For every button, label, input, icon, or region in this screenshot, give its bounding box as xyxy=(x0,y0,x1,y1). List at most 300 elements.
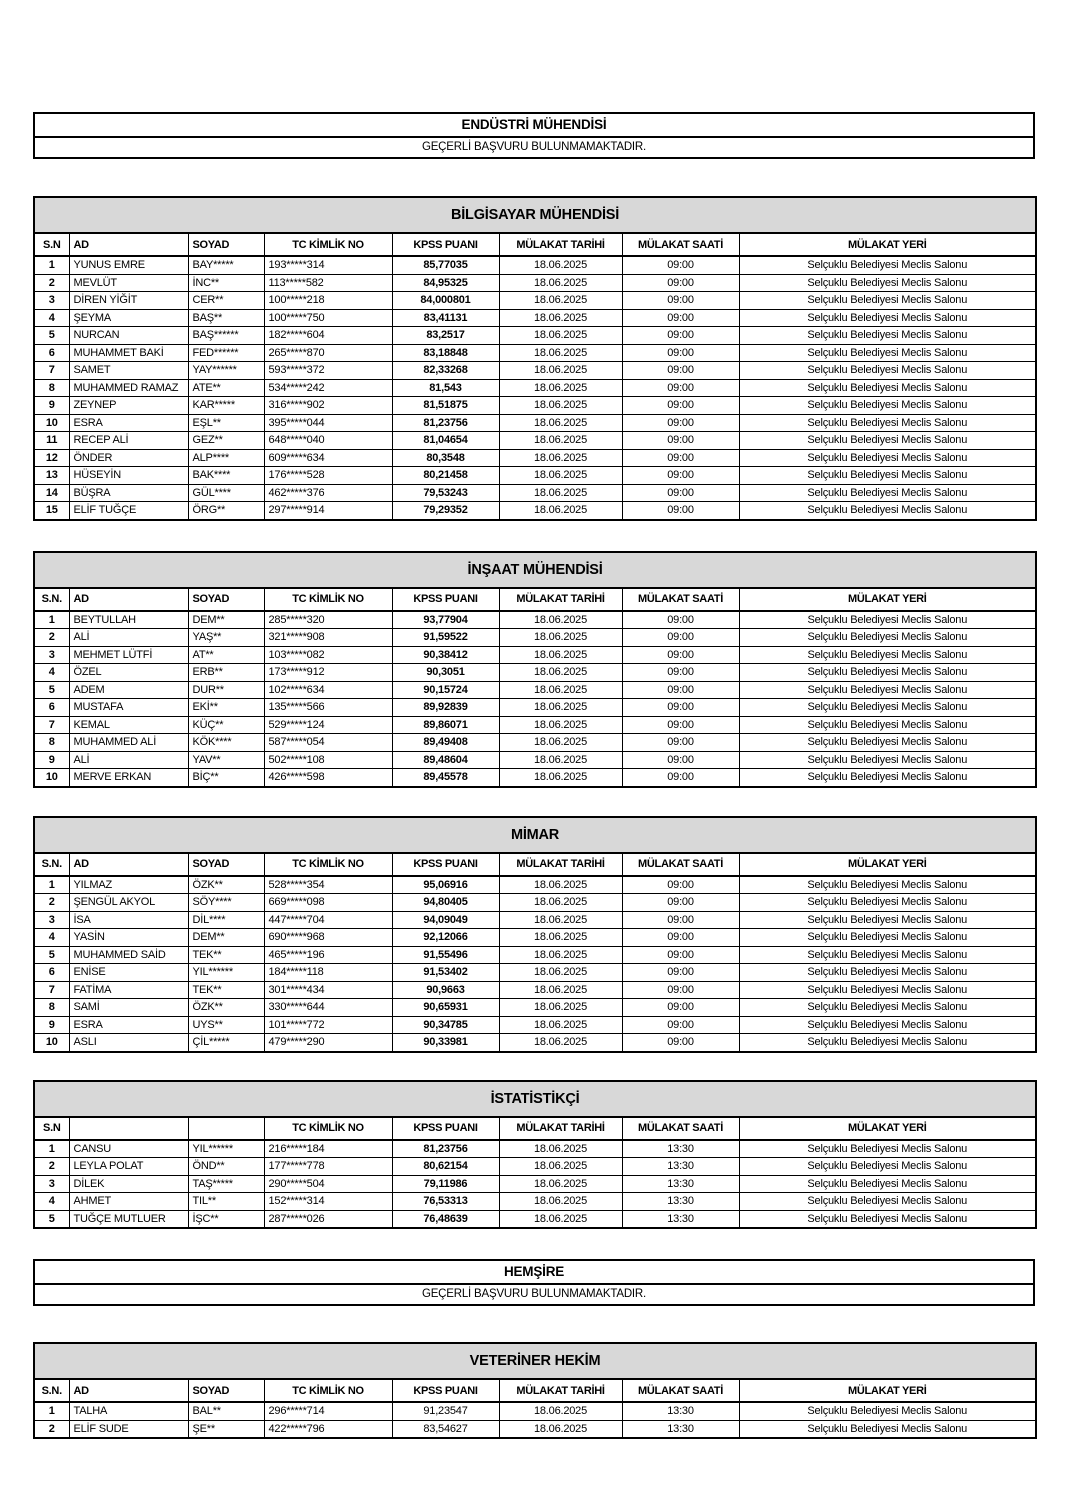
table-cell: 285*****320 xyxy=(264,611,392,629)
table-cell: 82,33268 xyxy=(392,362,499,380)
table-cell: 90,34785 xyxy=(392,1016,499,1034)
table-cell: MUSTAFA xyxy=(69,699,188,717)
table-cell: 80,21458 xyxy=(392,467,499,485)
column-header: MÜLAKAT TARİHİ xyxy=(499,233,622,256)
table-cell: ALİ xyxy=(69,751,188,769)
table-cell: Selçuklu Belediyesi Meclis Salonu xyxy=(739,681,1036,699)
table-row xyxy=(34,1016,1036,1034)
table-cell: 09:00 xyxy=(622,751,739,769)
table-cell: 09:00 xyxy=(622,876,739,894)
table-cell: 85,77035 xyxy=(392,256,499,274)
table-cell: 18.06.2025 xyxy=(499,664,622,682)
column-header: AD xyxy=(69,1379,188,1402)
table-cell: 18.06.2025 xyxy=(499,1140,622,1158)
table-cell: İŞC** xyxy=(188,1210,264,1228)
table-cell: 18.06.2025 xyxy=(499,716,622,734)
section-mimar xyxy=(33,816,1035,1053)
table-cell: 92,12066 xyxy=(392,929,499,947)
table-cell: 113*****582 xyxy=(264,274,392,292)
table-cell: 95,06916 xyxy=(392,876,499,894)
table-cell: BAL** xyxy=(188,1402,264,1420)
table-cell: ÖZK** xyxy=(188,999,264,1017)
table-title-row xyxy=(34,1343,1036,1379)
table-cell: 177*****778 xyxy=(264,1158,392,1176)
table-cell: Selçuklu Belediyesi Meclis Salonu xyxy=(739,1140,1036,1158)
table-cell: 12 xyxy=(34,449,69,467)
header-row xyxy=(34,1379,1036,1402)
table-cell: Selçuklu Belediyesi Meclis Salonu xyxy=(739,274,1036,292)
table-cell: 301*****434 xyxy=(264,981,392,999)
table-cell: Selçuklu Belediyesi Meclis Salonu xyxy=(739,1402,1036,1420)
table-cell: 321*****908 xyxy=(264,629,392,647)
table-cell: 90,9663 xyxy=(392,981,499,999)
table-cell: Selçuklu Belediyesi Meclis Salonu xyxy=(739,414,1036,432)
table-cell: 184*****118 xyxy=(264,964,392,982)
table-cell: 6 xyxy=(34,964,69,982)
table-row xyxy=(34,432,1036,450)
header-row xyxy=(34,588,1036,611)
table-cell: Selçuklu Belediyesi Meclis Salonu xyxy=(739,894,1036,912)
table-cell: 330*****644 xyxy=(264,999,392,1017)
table-cell: 18.06.2025 xyxy=(499,397,622,415)
table-cell: 479*****290 xyxy=(264,1034,392,1052)
table-cell: 09:00 xyxy=(622,274,739,292)
column-header: SOYAD xyxy=(188,588,264,611)
table-row xyxy=(34,681,1036,699)
table-cell: 18.06.2025 xyxy=(499,1158,622,1176)
column-header: MÜLAKAT YERİ xyxy=(739,1117,1036,1140)
table-cell: GÜL**** xyxy=(188,484,264,502)
table-title-row xyxy=(34,197,1036,233)
table-cell: KEMAL xyxy=(69,716,188,734)
table-cell: 1 xyxy=(34,1402,69,1420)
table-cell: 6 xyxy=(34,699,69,717)
table-cell: 79,29352 xyxy=(392,502,499,520)
table-cell: 2 xyxy=(34,629,69,647)
table-cell: 534*****242 xyxy=(264,379,392,397)
table-cell: 18.06.2025 xyxy=(499,734,622,752)
table-cell: SÖY**** xyxy=(188,894,264,912)
table-body xyxy=(34,611,1036,787)
table-cell: 09:00 xyxy=(622,629,739,647)
mimar-table xyxy=(33,816,1037,1053)
table-cell: 3 xyxy=(34,292,69,310)
table-cell: 18.06.2025 xyxy=(499,769,622,787)
table-cell: 09:00 xyxy=(622,911,739,929)
table-cell: ASLI xyxy=(69,1034,188,1052)
table-cell: 100*****750 xyxy=(264,309,392,327)
table-cell: Selçuklu Belediyesi Meclis Salonu xyxy=(739,999,1036,1017)
table-title: MİMAR xyxy=(34,817,1036,853)
table-cell: 13:30 xyxy=(622,1175,739,1193)
table-cell: 18.06.2025 xyxy=(499,309,622,327)
notice-title: ENDÜSTRİ MÜHENDİSİ xyxy=(35,114,1033,138)
table-cell: Selçuklu Belediyesi Meclis Salonu xyxy=(739,629,1036,647)
table-cell: DUR** xyxy=(188,681,264,699)
table-cell: 18.06.2025 xyxy=(499,1034,622,1052)
table-cell: ERB** xyxy=(188,664,264,682)
table-cell: 13:30 xyxy=(622,1140,739,1158)
column-header: MÜLAKAT TARİHİ xyxy=(499,588,622,611)
column-header: TC KİMLİK NO xyxy=(264,1117,392,1140)
table-cell: 462*****376 xyxy=(264,484,392,502)
table-cell: Selçuklu Belediyesi Meclis Salonu xyxy=(739,964,1036,982)
table-cell: 94,09049 xyxy=(392,911,499,929)
table-cell: 135*****566 xyxy=(264,699,392,717)
table-cell: TALHA xyxy=(69,1402,188,1420)
table-cell: ALP**** xyxy=(188,449,264,467)
table-cell: MEHMET LÜTFİ xyxy=(69,646,188,664)
table-cell: İNC** xyxy=(188,274,264,292)
table-cell: 91,53402 xyxy=(392,964,499,982)
table-cell: Selçuklu Belediyesi Meclis Salonu xyxy=(739,911,1036,929)
table-cell: 18.06.2025 xyxy=(499,1402,622,1420)
table-cell: ŞENGÜL AKYOL xyxy=(69,894,188,912)
table-row xyxy=(34,379,1036,397)
table-row xyxy=(34,1193,1036,1211)
table-cell: Selçuklu Belediyesi Meclis Salonu xyxy=(739,1158,1036,1176)
table-row xyxy=(34,362,1036,380)
table-row xyxy=(34,484,1036,502)
column-header: MÜLAKAT YERİ xyxy=(739,233,1036,256)
table-cell: 8 xyxy=(34,734,69,752)
table-cell: 09:00 xyxy=(622,929,739,947)
table-cell: Selçuklu Belediyesi Meclis Salonu xyxy=(739,256,1036,274)
table-cell: YUNUS EMRE xyxy=(69,256,188,274)
table-cell: 4 xyxy=(34,664,69,682)
table-cell: 290*****504 xyxy=(264,1175,392,1193)
table-cell: Selçuklu Belediyesi Meclis Salonu xyxy=(739,362,1036,380)
table-cell: 5 xyxy=(34,681,69,699)
table-row xyxy=(34,309,1036,327)
table-cell: CER** xyxy=(188,292,264,310)
table-cell: Selçuklu Belediyesi Meclis Salonu xyxy=(739,1193,1036,1211)
table-cell: UYS** xyxy=(188,1016,264,1034)
table-cell: ÇİL***** xyxy=(188,1034,264,1052)
table-cell: 528*****354 xyxy=(264,876,392,894)
table-cell: SAMET xyxy=(69,362,188,380)
table-cell: DİL**** xyxy=(188,911,264,929)
table-cell: 83,18848 xyxy=(392,344,499,362)
column-header: AD xyxy=(69,233,188,256)
table-row xyxy=(34,946,1036,964)
column-header: KPSS PUANI xyxy=(392,233,499,256)
table-cell: 89,45578 xyxy=(392,769,499,787)
table-row xyxy=(34,646,1036,664)
table-row xyxy=(34,629,1036,647)
table-cell: 76,53313 xyxy=(392,1193,499,1211)
table-cell: DİLEK xyxy=(69,1175,188,1193)
table-cell: BAK**** xyxy=(188,467,264,485)
table-row xyxy=(34,964,1036,982)
table-cell: 09:00 xyxy=(622,981,739,999)
header-row xyxy=(34,853,1036,876)
table-cell: Selçuklu Belediyesi Meclis Salonu xyxy=(739,981,1036,999)
table-cell: 09:00 xyxy=(622,734,739,752)
table-cell: Selçuklu Belediyesi Meclis Salonu xyxy=(739,716,1036,734)
table-cell: Selçuklu Belediyesi Meclis Salonu xyxy=(739,1175,1036,1193)
table-cell: ŞE** xyxy=(188,1420,264,1438)
table-cell: 15 xyxy=(34,502,69,520)
table-cell: Selçuklu Belediyesi Meclis Salonu xyxy=(739,502,1036,520)
table-row xyxy=(34,502,1036,520)
column-header: MÜLAKAT SAATİ xyxy=(622,853,739,876)
table-cell: SAMİ xyxy=(69,999,188,1017)
table-cell: YASİN xyxy=(69,929,188,947)
table-cell: Selçuklu Belediyesi Meclis Salonu xyxy=(739,344,1036,362)
table-cell: ÖRG** xyxy=(188,502,264,520)
table-cell: Selçuklu Belediyesi Meclis Salonu xyxy=(739,1210,1036,1228)
table-row xyxy=(34,769,1036,787)
table-cell: 18.06.2025 xyxy=(499,699,622,717)
table-cell: MERVE ERKAN xyxy=(69,769,188,787)
column-header: MÜLAKAT SAATİ xyxy=(622,1379,739,1402)
column-header: AD xyxy=(69,853,188,876)
table-cell: YAŞ** xyxy=(188,629,264,647)
column-header: TC KİMLİK NO xyxy=(264,853,392,876)
table-cell: 89,92839 xyxy=(392,699,499,717)
table-cell: 09:00 xyxy=(622,327,739,345)
table-cell: BEYTULLAH xyxy=(69,611,188,629)
table-row xyxy=(34,716,1036,734)
table-cell: BAŞ****** xyxy=(188,327,264,345)
table-cell: 7 xyxy=(34,362,69,380)
column-header: S.N. xyxy=(34,1379,69,1402)
table-cell: DEM** xyxy=(188,929,264,947)
column-header: MÜLAKAT SAATİ xyxy=(622,233,739,256)
table-cell: 587*****054 xyxy=(264,734,392,752)
table-cell: 09:00 xyxy=(622,716,739,734)
table-cell: 10 xyxy=(34,769,69,787)
table-cell: FED****** xyxy=(188,344,264,362)
column-header: MÜLAKAT TARİHİ xyxy=(499,1117,622,1140)
table-cell: 1 xyxy=(34,876,69,894)
table-cell: 90,33981 xyxy=(392,1034,499,1052)
table-cell: ÖNDER xyxy=(69,449,188,467)
table-row xyxy=(34,344,1036,362)
column-header: KPSS PUANI xyxy=(392,588,499,611)
table-cell: Selçuklu Belediyesi Meclis Salonu xyxy=(739,292,1036,310)
table-cell: 09:00 xyxy=(622,362,739,380)
table-cell: 609*****634 xyxy=(264,449,392,467)
table-row xyxy=(34,256,1036,274)
insaat-muhendisi-table xyxy=(33,551,1037,788)
table-cell: 09:00 xyxy=(622,449,739,467)
table-cell: 09:00 xyxy=(622,397,739,415)
table-cell: 265*****870 xyxy=(264,344,392,362)
table-cell: 09:00 xyxy=(622,484,739,502)
table-cell: BÜŞRA xyxy=(69,484,188,502)
table-title: İNŞAAT MÜHENDİSİ xyxy=(34,552,1036,588)
table-cell: Selçuklu Belediyesi Meclis Salonu xyxy=(739,699,1036,717)
table-cell: Selçuklu Belediyesi Meclis Salonu xyxy=(739,769,1036,787)
table-row xyxy=(34,467,1036,485)
table-cell: 76,48639 xyxy=(392,1210,499,1228)
column-header: S.N. xyxy=(34,588,69,611)
table-cell: 09:00 xyxy=(622,502,739,520)
table-cell: 10 xyxy=(34,414,69,432)
table-cell: ÖND** xyxy=(188,1158,264,1176)
table-cell: 13:30 xyxy=(622,1420,739,1438)
section-veteriner-hekim xyxy=(33,1342,1035,1439)
table-cell: 296*****714 xyxy=(264,1402,392,1420)
table-cell: 7 xyxy=(34,981,69,999)
table-cell: AT** xyxy=(188,646,264,664)
table-cell: Selçuklu Belediyesi Meclis Salonu xyxy=(739,1420,1036,1438)
table-cell: 79,53243 xyxy=(392,484,499,502)
table-cell: 90,38412 xyxy=(392,646,499,664)
table-cell: 193*****314 xyxy=(264,256,392,274)
table-cell: 18.06.2025 xyxy=(499,449,622,467)
column-header: KPSS PUANI xyxy=(392,853,499,876)
table-cell: BİÇ** xyxy=(188,769,264,787)
table-cell: Selçuklu Belediyesi Meclis Salonu xyxy=(739,432,1036,450)
table-cell: YIL****** xyxy=(188,964,264,982)
column-header xyxy=(69,1117,188,1140)
table-cell: 4 xyxy=(34,929,69,947)
table-cell: 447*****704 xyxy=(264,911,392,929)
table-cell: MUHAMMED SAİD xyxy=(69,946,188,964)
table-cell: 83,54627 xyxy=(392,1420,499,1438)
table-cell: 89,86071 xyxy=(392,716,499,734)
table-cell: 18.06.2025 xyxy=(499,894,622,912)
table-row xyxy=(34,664,1036,682)
table-cell: DİREN YİĞİT xyxy=(69,292,188,310)
table-cell: 13:30 xyxy=(622,1193,739,1211)
table-cell: 09:00 xyxy=(622,964,739,982)
column-header: S.N. xyxy=(34,853,69,876)
table-row xyxy=(34,699,1036,717)
table-cell: 94,80405 xyxy=(392,894,499,912)
table-cell: 465*****196 xyxy=(264,946,392,964)
table-cell: 09:00 xyxy=(622,1034,739,1052)
column-header: S.N xyxy=(34,1117,69,1140)
table-cell: 09:00 xyxy=(622,432,739,450)
table-body xyxy=(34,876,1036,1052)
table-cell: TEK** xyxy=(188,981,264,999)
table-cell: 84,000801 xyxy=(392,292,499,310)
table-cell: Selçuklu Belediyesi Meclis Salonu xyxy=(739,611,1036,629)
table-cell: 18.06.2025 xyxy=(499,467,622,485)
table-cell: 18.06.2025 xyxy=(499,911,622,929)
table-cell: ALİ xyxy=(69,629,188,647)
table-cell: 14 xyxy=(34,484,69,502)
table-cell: 89,48604 xyxy=(392,751,499,769)
table-cell: 102*****634 xyxy=(264,681,392,699)
table-cell: AHMET xyxy=(69,1193,188,1211)
table-cell: 18.06.2025 xyxy=(499,414,622,432)
table-cell: 09:00 xyxy=(622,999,739,1017)
table-cell: KAR***** xyxy=(188,397,264,415)
table-cell: 690*****968 xyxy=(264,929,392,947)
table-cell: 4 xyxy=(34,1193,69,1211)
table-cell: 152*****314 xyxy=(264,1193,392,1211)
table-cell: ELİF TUĞÇE xyxy=(69,502,188,520)
section-endustri-muhendisi xyxy=(33,112,1035,159)
table-row xyxy=(34,292,1036,310)
table-cell: 09:00 xyxy=(622,611,739,629)
table-cell: 18.06.2025 xyxy=(499,946,622,964)
section-hemsire xyxy=(33,1259,1035,1306)
table-cell: 173*****912 xyxy=(264,664,392,682)
table-cell: 09:00 xyxy=(622,681,739,699)
table-cell: 18.06.2025 xyxy=(499,876,622,894)
table-cell: 2 xyxy=(34,274,69,292)
table-cell: 09:00 xyxy=(622,646,739,664)
table-cell: 5 xyxy=(34,1210,69,1228)
table-cell: 90,3051 xyxy=(392,664,499,682)
table-cell: 502*****108 xyxy=(264,751,392,769)
table-cell: 9 xyxy=(34,397,69,415)
table-row xyxy=(34,876,1036,894)
table-cell: 18.06.2025 xyxy=(499,629,622,647)
table-body xyxy=(34,1140,1036,1229)
table-cell: 593*****372 xyxy=(264,362,392,380)
table-row xyxy=(34,1140,1036,1158)
table-cell: EKİ** xyxy=(188,699,264,717)
table-cell: BAŞ** xyxy=(188,309,264,327)
table-title: İSTATİSTİKÇİ xyxy=(34,1081,1036,1117)
table-cell: 91,55496 xyxy=(392,946,499,964)
notice-message: GEÇERLİ BAŞVURU BULUNMAMAKTADIR. xyxy=(421,141,647,153)
table-cell: 18.06.2025 xyxy=(499,681,622,699)
table-cell: İSA xyxy=(69,911,188,929)
section-insaat-muhendisi xyxy=(33,551,1035,788)
table-cell: MUHAMMED RAMAZ xyxy=(69,379,188,397)
table-row xyxy=(34,1158,1036,1176)
table-cell: ESRA xyxy=(69,414,188,432)
table-cell: 2 xyxy=(34,1420,69,1438)
table-body xyxy=(34,1402,1036,1438)
header-row xyxy=(34,1117,1036,1140)
bilgisayar-muhendisi-table xyxy=(33,196,1037,521)
table-cell: 5 xyxy=(34,946,69,964)
table-cell: ADEM xyxy=(69,681,188,699)
section-istatistikci xyxy=(33,1080,1035,1230)
table-cell: 18.06.2025 xyxy=(499,432,622,450)
column-header: AD xyxy=(69,588,188,611)
column-header: MÜLAKAT YERİ xyxy=(739,1379,1036,1402)
table-cell: 18.06.2025 xyxy=(499,274,622,292)
table-cell: 18.06.2025 xyxy=(499,1175,622,1193)
table-cell: 09:00 xyxy=(622,769,739,787)
table-cell: 7 xyxy=(34,716,69,734)
section-bilgisayar-muhendisi xyxy=(33,196,1035,521)
table-cell: 103*****082 xyxy=(264,646,392,664)
table-cell: 18.06.2025 xyxy=(499,344,622,362)
table-cell: TUĞÇE MUTLUER xyxy=(69,1210,188,1228)
table-cell: 09:00 xyxy=(622,1016,739,1034)
table-cell: 18.06.2025 xyxy=(499,327,622,345)
table-cell: Selçuklu Belediyesi Meclis Salonu xyxy=(739,929,1036,947)
table-cell: MEVLÜT xyxy=(69,274,188,292)
table-cell: 216*****184 xyxy=(264,1140,392,1158)
table-row xyxy=(34,1210,1036,1228)
table-cell: 100*****218 xyxy=(264,292,392,310)
table-row xyxy=(34,751,1036,769)
table-row xyxy=(34,1034,1036,1052)
table-cell: 2 xyxy=(34,894,69,912)
table-cell: 09:00 xyxy=(622,344,739,362)
table-row xyxy=(34,929,1036,947)
table-cell: 81,04654 xyxy=(392,432,499,450)
column-header: KPSS PUANI xyxy=(392,1117,499,1140)
table-cell: Selçuklu Belediyesi Meclis Salonu xyxy=(739,734,1036,752)
table-cell: 79,11986 xyxy=(392,1175,499,1193)
table-cell: 09:00 xyxy=(622,309,739,327)
table-row xyxy=(34,894,1036,912)
table-cell: 09:00 xyxy=(622,414,739,432)
